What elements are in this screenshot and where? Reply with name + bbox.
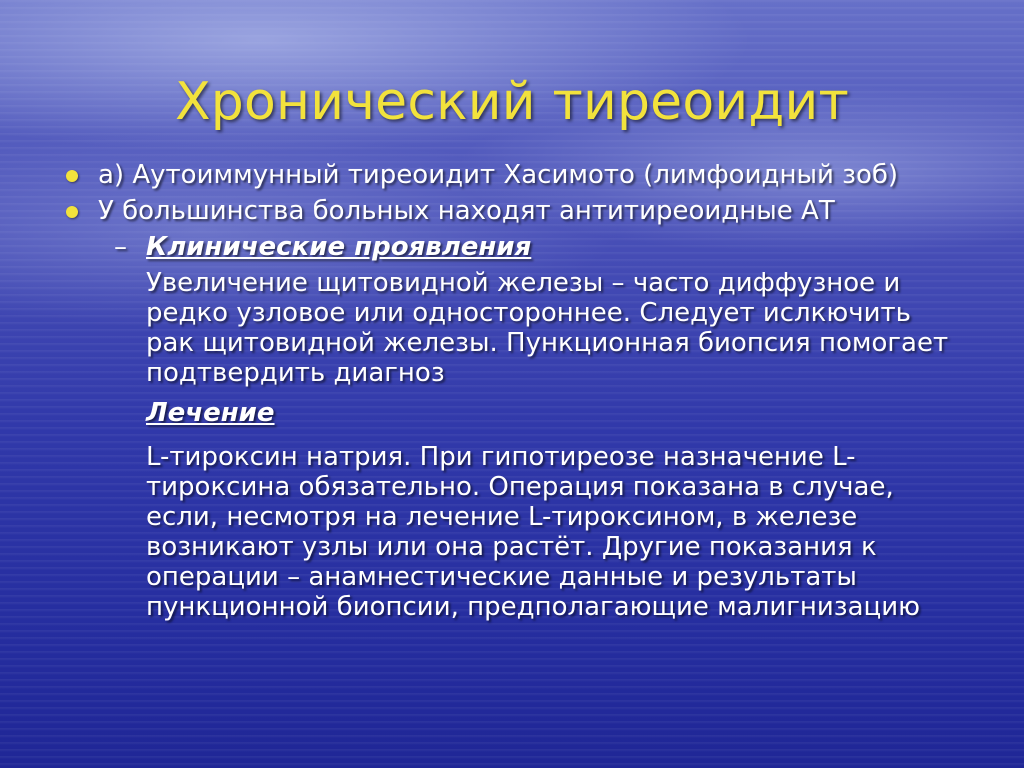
clinical-heading: Клинические проявления (146, 232, 532, 262)
bullet-text-2: У большинства больных находят антитиреоидные АТ (98, 196, 835, 226)
bullet-text-1: а) Аутоиммунный тиреоидит Хасимото (лимфоидный зоб) (98, 160, 899, 190)
bullet-dot-icon (66, 206, 78, 218)
dash-icon: – (114, 232, 127, 262)
slide-title: Хронический тиреоидит (174, 72, 849, 132)
bullet-dot-icon (66, 170, 78, 182)
sub-item-clinical (64, 232, 964, 262)
bullet-item-1 (64, 160, 964, 190)
clinical-paragraph: Увеличение щитовидной железы – часто диффузное и редко узловое или одностороннее. Следует ислкючить рак щитовидной железы. Пункционная биопсия помогает подтвердить диагноз (146, 268, 949, 388)
treatment-paragraph: L-тироксин натрия. При гипотиреозе назначение L-тироксина обязательно. Операция показана в случае, если, несмотря на лечение L-тироксином, в железе возникают узлы или она растёт. Другие показания к операции – анамнестические данные и результаты пункционной биопсии, предполагающие малигнизацию (146, 442, 921, 622)
slide-content (64, 160, 964, 632)
bullet-item-2 (64, 196, 964, 226)
treatment-heading: Лечение (146, 398, 275, 428)
